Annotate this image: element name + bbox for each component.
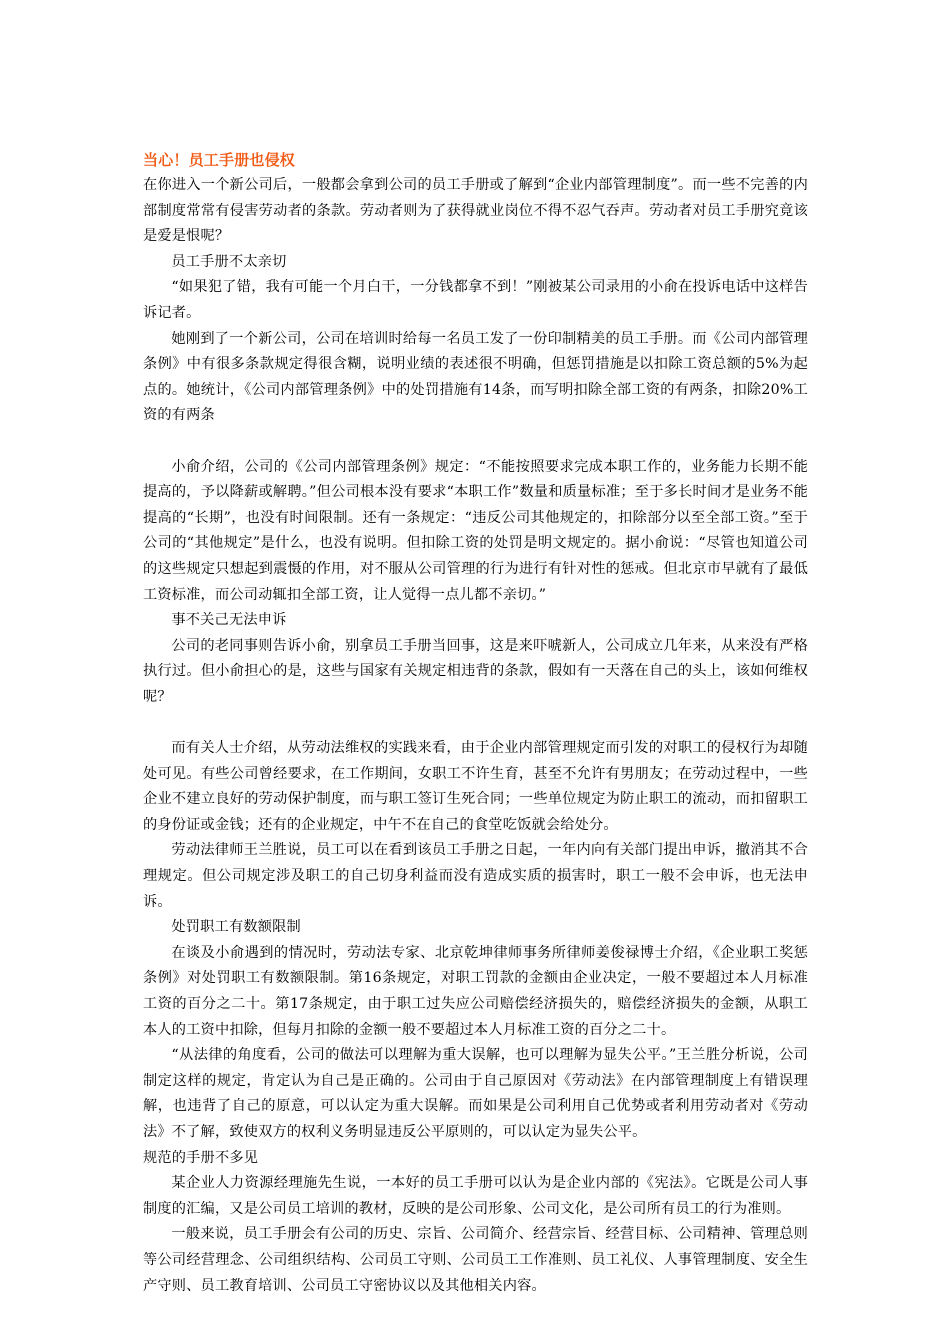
paragraph: 在你进入一个新公司后，一般都会拿到公司的员工手册或了解到“企业内部管理制度”。而一些不完善的内部制度常常有侵害劳动者的条款。劳动者则为了获得就业岗位不得不忍气吞声。劳动者对员工手册究竟该是爱是恨呢？ xyxy=(143,177,808,245)
paragraph: 一般来说，员工手册会有公司的历史、宗旨、公司简介、经营宗旨、经营目标、公司精神、管理总则等公司经营理念、公司组织结构、公司员工守则、公司员工工作准则、员工礼仪、人事管理制度、安全生产守则、员工教育培训、公司员工守密协议以及其他相关内容。 xyxy=(143,1226,808,1294)
blank-line xyxy=(143,429,808,455)
paragraph: “从法律的角度看，公司的做法可以理解为重大误解，也可以理解为显失公平。”王兰胜分析说，公司制定这样的规定，肯定认为自己是正确的。公司由于自己原因对《劳动法》在内部管理制度上有错误理解，也违背了自己的原意，可以认定为重大误解。而如果是公司利用自己优势或者利用劳动者对《劳动法》不了解，致使双方的权利义务明显违反公平原则的，可以认定为显失公平。 xyxy=(143,1047,808,1140)
paragraph: 在谈及小俞遇到的情况时，劳动法专家、北京乾坤律师事务所律师姜俊禄博士介绍，《企业职工奖惩条例》对处罚职工有数额限制。第16条规定，对职工罚款的金额由企业决定，一般不要超过本人月标准工资的百分之二十。第17条规定，由于职工过失应公司赔偿经济损失的，赔偿经济损失的金额，从职工本人的工资中扣除，但每月扣除的金额一般不要超过本人月标准工资的百分之二十。 xyxy=(143,944,808,1038)
section-heading: 员工手册不太亲切 xyxy=(171,253,287,270)
section-heading: 事不关己无法申诉 xyxy=(171,612,287,629)
paragraph: 而有关人士介绍，从劳动法维权的实践来看，由于企业内部管理规定而引发的对职工的侵权行为却随处可见。有些公司曾经要求，在工作期间，女职工不许生育，甚至不允许有男朋友；在劳动过程中，一些企业不建立良好的劳动保护制度，而与职工签订生死合同；一些单位规定为防止职工的流动，而扣留职工的身份证或金钱；还有的企业规定，中午不在自己的食堂吃饭就会给处分。 xyxy=(143,740,808,833)
paragraph: 公司的老同事则告诉小俞，别拿员工手册当回事，这是来吓唬新人，公司成立几年来，从来没有严格执行过。但小俞担心的是，这些与国家有关规定相违背的条款，假如有一天落在自己的头上，该如何维权呢？ xyxy=(143,637,808,705)
section-heading: 处罚职工有数额限制 xyxy=(171,919,301,936)
document-page xyxy=(143,148,808,1299)
paragraph: “如果犯了错，我有可能一个月白干，一分钱都拿不到！”刚被某公司录用的小俞在投诉电话中这样告诉记者。 xyxy=(143,279,808,321)
paragraph: 某企业人力资源经理施先生说，一本好的员工手册可以认为是企业内部的《宪法》。它既是公司人事制度的汇编，又是公司员工培训的教材，反映的是公司形象、公司文化，是公司所有员工的行为准则。 xyxy=(143,1175,808,1217)
article-title: 当心！员工手册也侵权 xyxy=(143,151,296,169)
article-body xyxy=(143,173,808,1299)
blank-line xyxy=(143,710,808,736)
paragraph: 小俞介绍，公司的《公司内部管理条例》规定：“不能按照要求完成本职工作的，业务能力长期不能提高的，予以降薪或解聘。”但公司根本没有要求“本职工作”数量和质量标准；至于多长时间才是业务不能提高的“长期”，也没有时间限制。还有一条规定：“违反公司其他规定的，扣除部分以至全部工资。”至于公司的“其他规定”是什么，也没有说明。但扣除工资的处罚是明文规定的。据小俞说：“尽管也知道公司的这些规定只想起到震慑的作用，对不服从公司管理的行为进行有针对性的惩戒。但北京市早就有了最低工资标准，而公司动辄扣全部工资，让人觉得一点儿都不亲切。” xyxy=(143,458,808,603)
paragraph: 她刚到了一个新公司，公司在培训时给每一名员工发了一份印制精美的员工手册。而《公司内部管理条例》中有很多条款规定得很含糊，说明业绩的表述很不明确，但惩罚措施是以扣除工资总额的5%为起点的。她统计，《公司内部管理条例》中的处罚措施有14条，而写明扣除全部工资的有两条，扣除20%工资的有两条 xyxy=(143,330,808,424)
section-heading: 规范的手册不多见 xyxy=(143,1149,259,1166)
paragraph: 劳动法律师王兰胜说，员工可以在看到该员工手册之日起，一年内向有关部门提出申诉，撤消其不合理规定。但公司规定涉及职工的自己切身利益而没有造成实质的损害时，职工一般不会申诉，也无法申诉。 xyxy=(143,842,808,910)
